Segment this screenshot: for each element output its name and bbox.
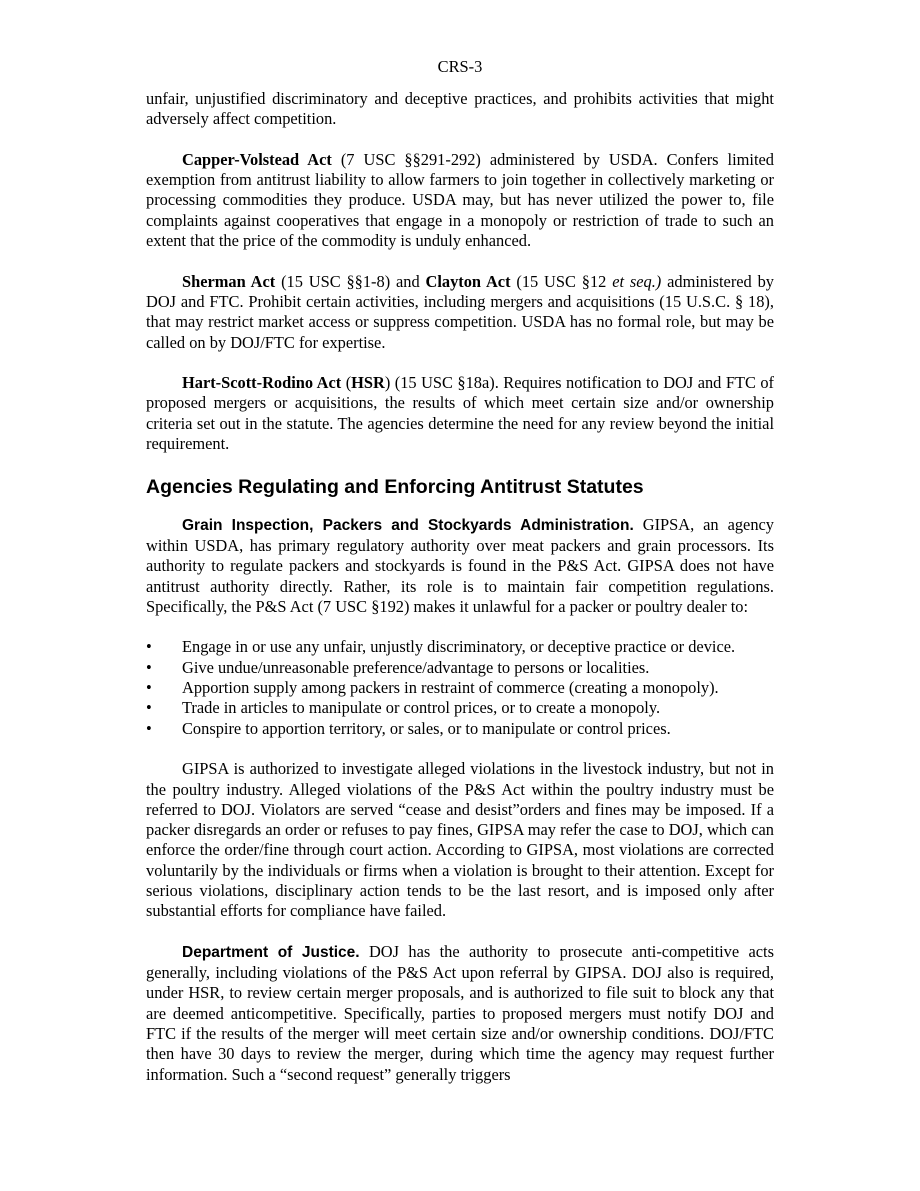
list-item-text: Engage in or use any unfair, unjustly discriminatory, or deceptive practice or device. <box>182 637 736 657</box>
list-item-text: Apportion supply among packers in restraint of commerce (creating a monopoly). <box>182 678 719 698</box>
list-item-text: Give undue/unreasonable preference/advantage to persons or localities. <box>182 657 650 677</box>
sherman-text-2: (15 USC §12 <box>510 271 613 291</box>
list-item <box>146 658 774 678</box>
hsr-abbreviation: HSR <box>351 373 385 393</box>
list-item <box>146 719 774 739</box>
gipsa-lead-heading: Grain Inspection, Packers and Stockyards Administration. <box>182 516 634 534</box>
hsr-act-name: Hart-Scott-Rodino Act <box>182 373 342 393</box>
section-heading: Agencies Regulating and Enforcing Antitrust Statutes <box>146 475 644 498</box>
doj-text: DOJ has the authority to prosecute anti-competitive acts generally, including violations of the P&S Act upon referral by GIPSA. DOJ also is required, under HSR, to review certain merger proposals, and is authorized to file suit to block any that are deemed anticompetitive. Specifically, parties to proposed mergers must notify DOJ and FTC if the results of the merger will meet certain size and/or ownership conditions. DOJ/FTC then have 30 days to review the merger, during which time the agency may request further information. Such a “second request” generally triggers <box>146 941 774 1084</box>
et-seq-italic: et seq.) <box>612 271 662 291</box>
list-item-text: Conspire to apportion territory, or sales, or to manipulate or control prices. <box>182 718 671 738</box>
hsr-text: ) (15 USC §18a). Requires notification to DOJ and FTC of proposed mergers or acquisitions, the results of which meet certain size and/or ownership criteria set out in the statute. The agencies determine the need for any review beyond the initial requirement. <box>146 373 775 454</box>
clayton-act-name: Clayton Act <box>425 271 511 291</box>
document-page <box>146 56 774 1105</box>
doj-paragraph <box>146 942 774 1085</box>
bullet-glyph: • <box>146 678 152 698</box>
bullet-glyph: • <box>146 637 152 657</box>
page-number: CRS-3 <box>437 57 483 76</box>
gipsa-text: GIPSA, an agency within USDA, has primary regulatory authority over meat packers and grain processors. Its authority to regulate packers and stockyards is found in the P&S Act. GIPSA does not have antitrust authority directly. Rather, its role is to maintain fair competition regulations. Specifically, the P&S Act (7 USC §192) makes it unlawful for a packer or poultry dealer to: <box>146 514 774 616</box>
list-item <box>146 678 774 698</box>
sherman-clayton-paragraph <box>146 272 774 353</box>
hsr-paren-open: ( <box>341 373 352 393</box>
sherman-text-1: (15 USC §§1-8) and <box>275 271 426 291</box>
sherman-act-name: Sherman Act <box>182 271 276 291</box>
capper-volstead-paragraph <box>146 150 774 251</box>
sherman-text-3: administered by DOJ and FTC. Prohibit certain activities, including mergers and acquisitions (15 U.S.C. § 18), that may restrict market access or suppress competition. USDA has no formal role, but may be called on by DOJ/FTC for expertise. <box>146 271 774 352</box>
unlawful-practices-list <box>146 637 774 738</box>
bullet-glyph: • <box>146 698 152 718</box>
list-item <box>146 637 774 657</box>
doj-lead-heading: Department of Justice. <box>182 943 360 961</box>
gipsa-paragraph <box>146 515 774 617</box>
list-item-text: Trade in articles to manipulate or control prices, or to create a monopoly. <box>182 698 661 718</box>
gipsa-enforcement-paragraph: GIPSA is authorized to investigate alleged violations in the livestock industry, but not in the poultry industry. Alleged violations of the P&S Act within the poultry industry must be referred to DOJ. Violators are served “cease and desist”orders and fines may be imposed. If a packer disregards an order or refuses to pay fines, GIPSA may refer the case to DOJ, which can enforce the order/fine through court action. According to GIPSA, most violations are corrected voluntarily by the individuals or firms when a violation is brought to their attention. Except for serious violations, disciplinary action tends to be the last resort, and is imposed only after substantial efforts for compliance have failed. <box>146 759 774 921</box>
capper-volstead-text: (7 USC §§291-292) administered by USDA. Confers limited exemption from antitrust liability to allow farmers to join together in collectively marketing or processing commodities they produce. USDA may, but has never utilized the power to, file complaints against cooperatives that engage in a monopoly or restriction of trade to such an extent that the price of the commodity is unduly enhanced. <box>146 149 774 251</box>
list-item <box>146 698 774 718</box>
bullet-glyph: • <box>146 718 152 738</box>
hsr-paragraph <box>146 373 774 454</box>
intro-continuation-paragraph: unfair, unjustified discriminatory and deceptive practices, and prohibits activities that might adversely affect competition. <box>146 89 774 129</box>
capper-volstead-act-name: Capper-Volstead Act <box>182 149 332 169</box>
bullet-glyph: • <box>146 657 152 677</box>
